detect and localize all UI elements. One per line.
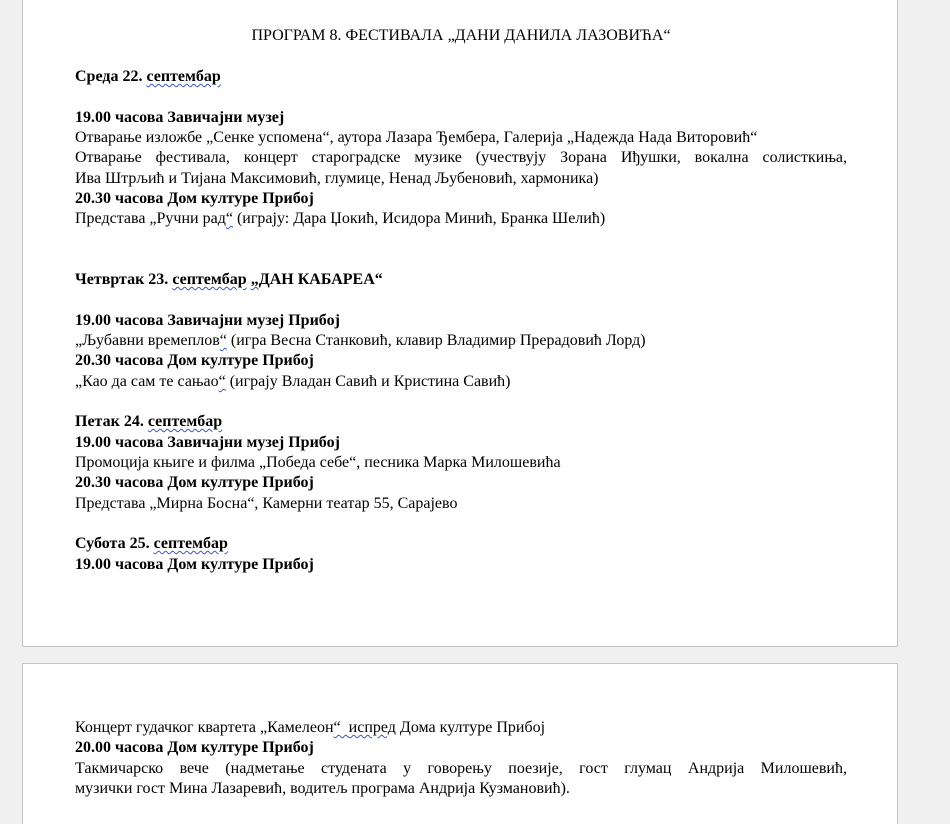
event-time-fri-2: 20.30 часова Дом културе Прибој xyxy=(75,474,314,491)
day-heading-wednesday: Среда 22. септембар xyxy=(75,68,221,85)
event-description: Отварање фестивала, концерт староградске музике (учествују Зорана Иђушки, вокална солисткиња, xyxy=(75,149,847,166)
event-description: музички гост Мина Лазаревић, водитељ програма Андрија Кузмановић). xyxy=(75,780,570,797)
event-description: Такмичарско вече (надметање студената у говорењу поезије, гост глумац Андрија Милошевић, xyxy=(75,760,847,777)
event-description: Ива Штрљић и Тијана Максимовић, глумице, Ненад Љубеновић, хармоника) xyxy=(75,170,599,187)
day-heading-saturday: Субота 25. септембар xyxy=(75,535,228,552)
event-time-fri-1: 19.00 часова Завичајни музеј Прибој xyxy=(75,434,340,451)
day-heading-friday: Петак 24. септембар xyxy=(75,413,223,430)
document-page-2 xyxy=(22,663,898,824)
event-time-thu-1: 19.00 часова Завичајни музеј Прибој xyxy=(75,312,340,329)
event-description: Представа „Ручни рад“ (играју: Дара Џокић, Исидора Минић, Бранка Шелић) xyxy=(75,210,606,227)
event-description: Концерт гудачког квартета „Камелеон“ испред Дома културе Прибој xyxy=(75,719,546,736)
event-time-wed-2: 20.30 часова Дом културе Прибој xyxy=(75,190,314,207)
event-time-thu-2: 20.30 часова Дом културе Прибој xyxy=(75,352,314,369)
document-page-1 xyxy=(22,0,898,647)
event-time-page2-1: 20.00 часова Дом културе Прибој xyxy=(75,739,314,756)
event-time-wed-1: 19.00 часова Завичајни музеј xyxy=(75,109,285,126)
event-description: Отварање изложбе „Сенке успомена“, аутора Лазара Ђембера, Галерија „Надежда Нада Виторовић“ xyxy=(75,129,758,146)
day-heading-thursday: Четвртак 23. септембар „ДАН КАБАРЕА“ xyxy=(75,271,383,288)
event-description: Представа „Мирна Босна“, Камерни театар 55, Сарајево xyxy=(75,495,458,512)
event-description: Промоција књиге и филма „Победа себе“, песника Марка Милошевића xyxy=(75,454,561,471)
page-title: ПРОГРАМ 8. ФЕСТИВАЛА „ДАНИ ДАНИЛА ЛАЗОВИЋА“ xyxy=(251,27,671,44)
event-time-sat-1: 19.00 часова Дом културе Прибој xyxy=(75,556,314,573)
event-description: „Љубавни времеплов“ (игра Весна Станковић, клавир Владимир Прерадовић Лорд) xyxy=(75,332,646,349)
event-description: „Као да сам те сањао“ (играју Владан Савић и Кристина Савић) xyxy=(75,373,511,390)
